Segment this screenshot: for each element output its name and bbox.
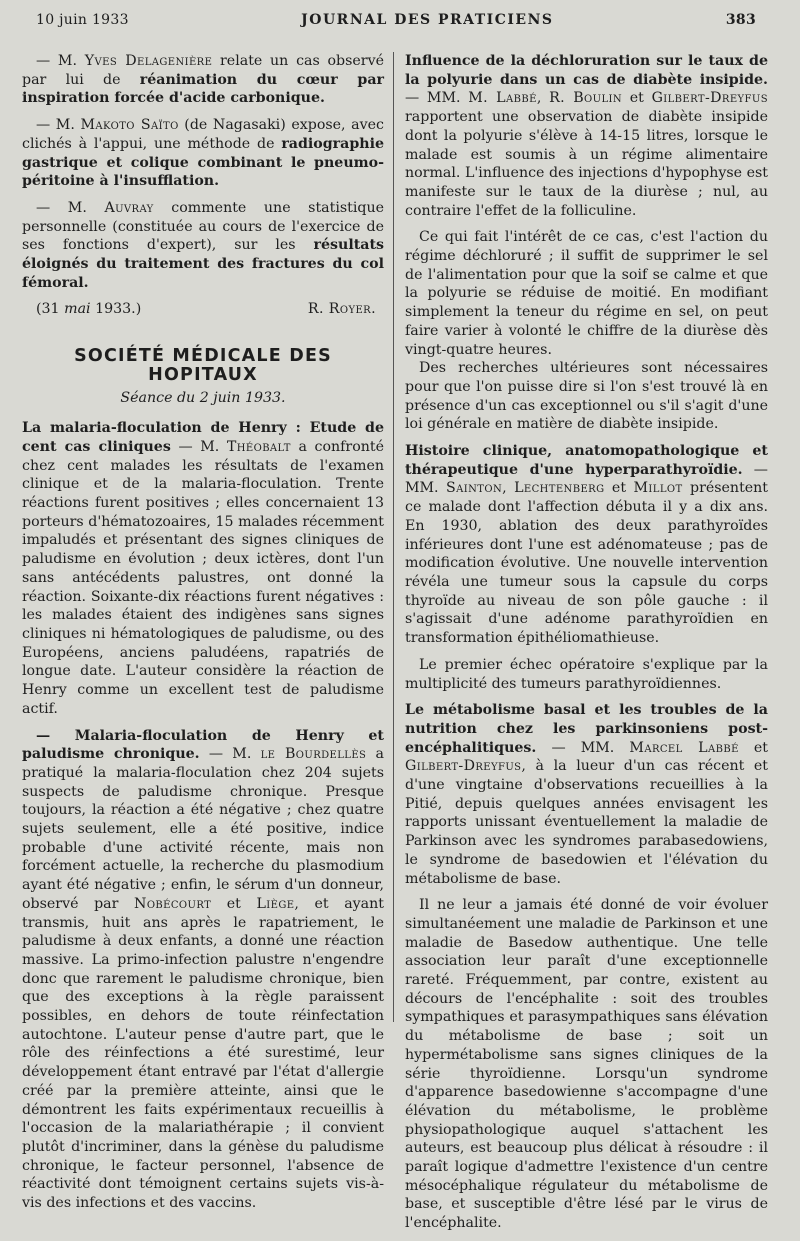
section-title: SOCIÉTÉ MÉDICALE DES HOPITAUX — [74, 346, 332, 385]
journal-title: JOURNAL DES PRATICIENS — [301, 12, 554, 28]
session-date: Séance du 2 juin 1933. — [120, 389, 286, 406]
signature-date: (31 mai 1933.) — [36, 301, 142, 318]
article-parkinsoniens: Le métabolisme basal et les troubles de la nutrition chez les parkinsoniens post-encéphalitiques. — MM. Marcel Labbé et Gilbert-Dreyfus, à la lueur d'un cas récent et d'une vingtaine d'observations recueillies à la Pitié, depuis quelques années envisagent les rapports unissant éventuellement la maladie de Parkinson avec les syndromes parabasedowiens, le syndrome de basedowien et l'élévation du métabolisme de base. — [405, 702, 769, 887]
left-column — [22, 52, 384, 1221]
column-divider — [393, 52, 394, 1022]
right-column — [405, 52, 768, 1241]
report-delageniere: — M. Yves Delagenière relate un cas observé par lui de réanimation du cœur par inspiration forcée d'acide carbonique. — [22, 53, 385, 107]
report-auvray: — M. Auvray commente une statistique personnelle (constituée au cours de l'exercice de ses fonctions d'expert), sur les résultats éloignés du traitement des fractures du col fémoral. — [22, 199, 384, 291]
article-diabete-insipide: Influence de la déchloruration sur le taux de la polyurie dans un cas de diabète insipide. — MM. M. Labbé, R. Boulin et Gilbert-Dreyfus rapportent une observation de diabète insipide dont la polyurie s'élève à 14-15 litres, lorsque le malade est soumis à un régime alimentaire normal. L'influence des injections d'hypophyse est manifeste sur le taux de la diurèse ; nul, au contraire l'effet de la folliculine. — [405, 53, 768, 219]
paragraph: Le premier échec opératoire s'explique par la multiplicité des tumeurs parathyroïdiennes. — [405, 656, 768, 692]
paragraph: Il ne leur a jamais été donné de voir évoluer simultanéement une maladie de Parkinson et une maladie de Basedow authentique. Une telle association leur paraît d'une exceptionnelle rareté. Fréquemment, par contre, existent au décours de l'encéphalite : soit des troubles sympathiques et parasympathiques sans élévation du métabolisme de base ; soit un hypermétabolisme sans signes cliniques de la série thyroïdienne. Lorsqu'un syndrome d'apparence basedowienne s'accompagne d'une élévation du métabolisme, le problème physiopathologique auquel s'attachent les auteurs, est beaucoup plus délicat à résoudre : il paraît logique d'admettre l'existence d'un centre mésocéphalique régulateur du métabolisme de base, et susceptible d'être lésé par le virus de l'encéphalite. — [405, 897, 768, 1232]
article-paludisme-chronique: — Malaria-floculation de Henry et paludisme chronique. — M. le Bourdellès a pratiqué la malaria-floculation chez 204 sujets suspects de paludisme chronique. Presque toujours, la réaction a été négative ; chez quatre sujets seulement, elle a été positive, indice probable d'une activité récente, mais non forcément actuelle, la recherche du plasmodium ayant été négative ; enfin, le sérum d'un donneur, observé par Nobécourt et Liège, et ayant transmis, huit ans après le rapatriement, le paludisme à deux enfants, a donné une réaction massive. La primo-infection palustre n'engendre donc que rarement le paludisme chronique, bien que des exceptions à la règle paraissent possibles, en dehors de toute réinfectation autochtone. L'auteur pense d'autre part, que le rôle des réinfections a été surestimé, leur développement étant entravé par l'état d'allergie créé par la première atteinte, ainsi que le démontrent les faits expérimentaux recueillis à l'occasion de la malariathérapie ; il convient plutôt d'incriminer, dans la génèse du paludisme chronique, le facteur personnel, l'absence de réactivité dont témoignent certains sujets vis-à-vis des infections et des vaccins. — [22, 727, 384, 1212]
paragraph: Ce qui fait l'intérêt de ce cas, c'est l'action du régime déchloruré ; il suffit de supprimer le sel de l'alimentation pour que la soif se calme et que la polyurie se réduise de moitié. En modifiant simplement la teneur du régime en sel, on peut faire varier à volonté le chiffre de la diurèse dès vingt-quatre heures. — [405, 229, 768, 358]
article-malaria-floculation: La malaria-floculation de Henry : Etude de cent cas cliniques — M. Théobalt a confronté chez cent malades les résultats de l'examen clinique et de la malaria-floculation. Trente réactions furent positives ; elles concernaient 13 porteurs d'hématozoaires, 15 malades récemment impaludés et présentant des signes cliniques de paludisme en évolution ; deux ictères, dont l'un sans antécédents palustres, ont donné la réaction. Soixante-dix réactions furent négatives : les malades étaient des indigènes sans signes cliniques ni hématologiques de paludisme, ou des Européens, anciens paludéens, rapatriés de longue date. L'auteur considère la réaction de Henry comme un excellent test de paludisme actif. — [22, 420, 384, 717]
article-hyperparathyroidie: Histoire clinique, anatomopathologique et thérapeutique d'une hyperparathyroïdie. — MM. Sainton, Lechtenberg et Millot présentent ce malade dont l'affection débuta il y a dix ans. En 1930, ablation des deux parathyroïdes inférieures dont l'une est adénomateuse ; pas de modification évolutive. Une nouvelle intervention révéla une tumeur sous la capsule du corps thyroïde au niveau de son pôle gauche : il s'agissait d'une adénome parathyroïdien en transformation épithéliomathieuse. — [405, 443, 769, 647]
signature-line — [22, 300, 384, 319]
running-header — [36, 12, 756, 28]
page-number: 383 — [725, 12, 756, 28]
report-saito: — M. Makoto Saïto (de Nagasaki) expose, avec clichés à l'appui, une méthode de radiographie gastrique et colique combinant le pneumo-péritoine à l'insufflation. — [22, 117, 384, 190]
header-date: 10 juin 1933 — [36, 12, 129, 28]
signature-author: R. Royer. — [307, 301, 376, 318]
paragraph: Des recherches ultérieures sont nécessaires pour que l'on puisse dire si l'on s'est trouvé là en présence d'un cas exceptionnel ou s'il s'agit d'une loi générale en matière de diabète insipide. — [405, 360, 768, 433]
